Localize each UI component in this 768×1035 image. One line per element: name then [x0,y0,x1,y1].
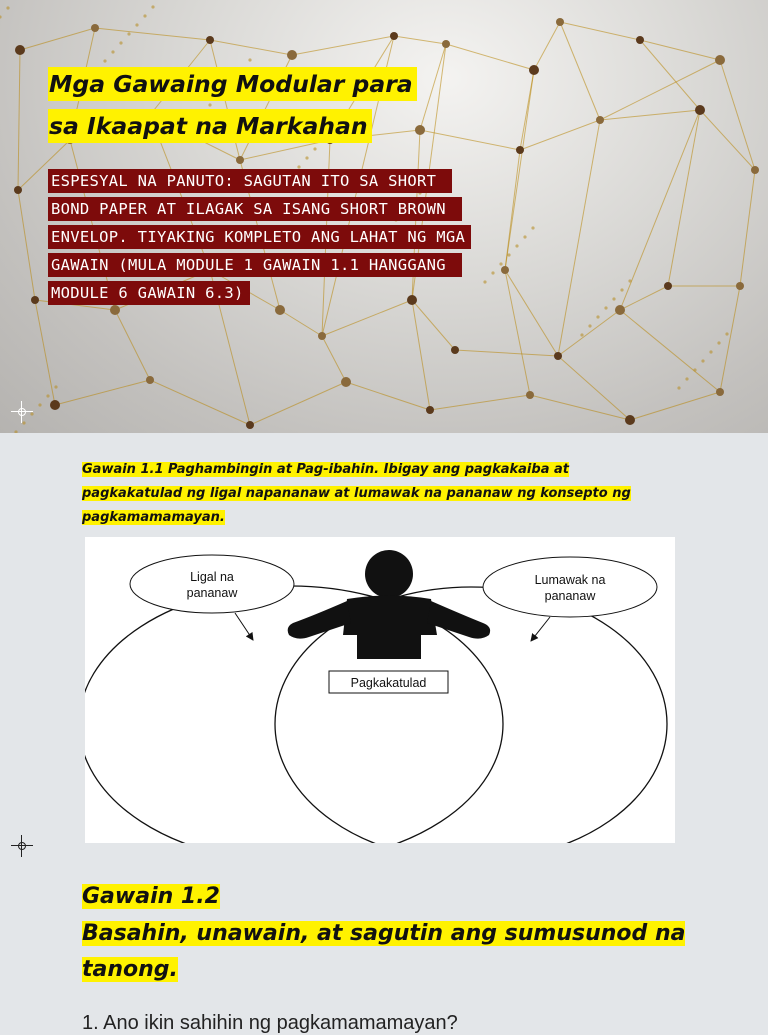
gawain-1-2-instruction [82,916,702,988]
network-node [529,65,539,75]
network-line [150,380,250,425]
network-dot [620,288,623,291]
network-dot [628,279,631,282]
network-line [115,310,150,380]
network-line [18,190,35,300]
network-dot [143,14,146,17]
gawain-1-2-instruction-text: Basahin, unawain, at sagutin ang sumusunod na tanong. [82,921,686,982]
network-dot [709,350,712,353]
network-line [530,395,630,420]
network-line [292,36,394,55]
network-line [280,310,322,336]
network-node [390,32,398,40]
ligal-label-line-1: Ligal na [190,570,234,584]
network-dot [46,394,49,397]
network-node [14,186,22,194]
network-node [246,421,254,429]
gawain-1-1-instructions [82,458,662,530]
network-dot [305,156,308,159]
lumawak-label-line-2: pananaw [544,589,596,603]
network-dot [685,377,688,380]
network-dot [135,23,138,26]
network-line [95,28,210,40]
network-dot [580,333,583,336]
network-line [560,22,600,120]
network-node [526,391,534,399]
network-node [751,166,759,174]
network-node [715,55,725,65]
network-line [620,286,668,310]
lumawak-pananaw-label-ellipse [483,557,657,617]
network-node [415,125,425,135]
network-node [110,305,120,315]
network-node [15,45,25,55]
network-node [236,156,244,164]
network-dot [0,15,2,18]
network-line [505,70,534,270]
network-node [695,105,705,115]
gawain-1-2-title [82,880,220,914]
network-dot [127,32,130,35]
network-node [275,305,285,315]
network-dot [313,147,316,150]
network-line [740,170,755,286]
network-node [407,295,417,305]
network-line [446,44,534,70]
network-node [501,266,509,274]
network-line [322,300,412,336]
network-line [18,50,20,190]
instruction-line-3: ENVELOP. TIYAKING KOMPLETO ANG LAHAT NG MGA [48,225,471,249]
network-line [322,336,346,382]
network-line [520,120,600,150]
network-line [560,22,640,40]
network-line [210,40,292,55]
network-node [615,305,625,315]
network-line [55,380,150,405]
left-arrow [235,613,253,640]
network-line [720,60,755,170]
header-banner [0,0,768,433]
lumawak-label-line-1: Lumawak na [534,573,606,587]
network-line [420,130,520,150]
network-node [31,296,39,304]
network-line [505,270,558,356]
network-dot [38,403,41,406]
instruction-line-4: GAWAIN (MULA MODULE 1 GAWAIN 1.1 HANGGANG [48,253,462,277]
network-line [600,110,700,120]
network-node [596,116,604,124]
network-dot [596,315,599,318]
network-line [20,28,95,50]
network-dot [499,262,502,265]
network-line [534,22,560,70]
network-line [505,270,530,395]
network-line [394,36,446,44]
network-node [625,415,635,425]
network-node [736,282,744,290]
title-line-1: Mga Gawaing Modular para [48,67,417,101]
network-dot [248,58,251,61]
network-node [664,282,672,290]
network-dot [6,6,9,9]
network-node [716,388,724,396]
network-line [420,44,446,130]
network-line [412,300,430,410]
network-node [206,36,214,44]
network-dot [119,41,122,44]
person-silhouette-icon [288,550,490,659]
ligal-label-line-2: pananaw [186,586,238,600]
network-dot [523,235,526,238]
anchor-handle-icon[interactable] [11,835,33,857]
network-dot [208,103,211,106]
network-dot [701,359,704,362]
network-dot [515,244,518,247]
title-line-2: sa Ikaapat na Markahan [48,109,372,143]
gawain-1-2-title-text: Gawain 1.2 [82,884,220,909]
network-dot [483,280,486,283]
network-dot [491,271,494,274]
network-dot [103,59,106,62]
right-arrow [531,617,550,641]
network-line [720,286,740,392]
network-dot [717,341,720,344]
network-line [640,40,720,60]
network-line [700,110,755,170]
network-node [636,36,644,44]
instruction-line-5: MODULE 6 GAWAIN 6.3) [48,281,250,305]
network-line [250,382,346,425]
network-dot [151,5,154,8]
network-line [430,395,530,410]
network-line [668,110,700,286]
network-line [558,356,630,420]
network-dot [693,368,696,371]
network-node [516,146,524,154]
venn-diagram [85,537,675,843]
network-dot [725,332,728,335]
network-dot [111,50,114,53]
network-node [556,18,564,26]
network-node [318,332,326,340]
network-dot [612,297,615,300]
network-node [341,377,351,387]
network-node [451,346,459,354]
gawain-1-1-text: Gawain 1.1 Paghambingin at Pag-ibahin. Ibigay ang pagkakaiba at pagkakatulad ng ligal napananaw at lumawak na pananaw ng konsepto ng pagkamamamayan. [82,462,631,525]
network-node [91,24,99,32]
network-node [426,406,434,414]
network-node [146,376,154,384]
question-1: 1. Ano ikin sahihin ng pagkamamamayan? [82,1012,458,1034]
network-line [240,140,330,160]
network-dot [531,226,534,229]
network-line [35,300,55,405]
anchor-handle-icon[interactable] [11,401,33,423]
network-line [620,310,720,392]
network-line [455,350,558,356]
network-line [558,120,600,356]
network-line [346,382,430,410]
ligal-pananaw-label-ellipse [130,555,294,613]
instruction-line-2: BOND PAPER AT ILAGAK SA ISANG SHORT BROWN [48,197,462,221]
network-dot [677,386,680,389]
network-dot [604,306,607,309]
network-node [442,40,450,48]
network-line [630,392,720,420]
instruction-line-1: ESPESYAL NA PANUTO: SAGUTAN ITO SA SHORT [48,169,452,193]
network-dot [507,253,510,256]
pagkakatulad-label: Pagkakatulad [350,676,427,690]
network-node [50,400,60,410]
network-line [620,110,700,310]
network-dot [14,430,17,433]
network-dot [54,385,57,388]
network-node [554,352,562,360]
network-dot [588,324,591,327]
network-node [287,50,297,60]
network-line [558,310,620,356]
